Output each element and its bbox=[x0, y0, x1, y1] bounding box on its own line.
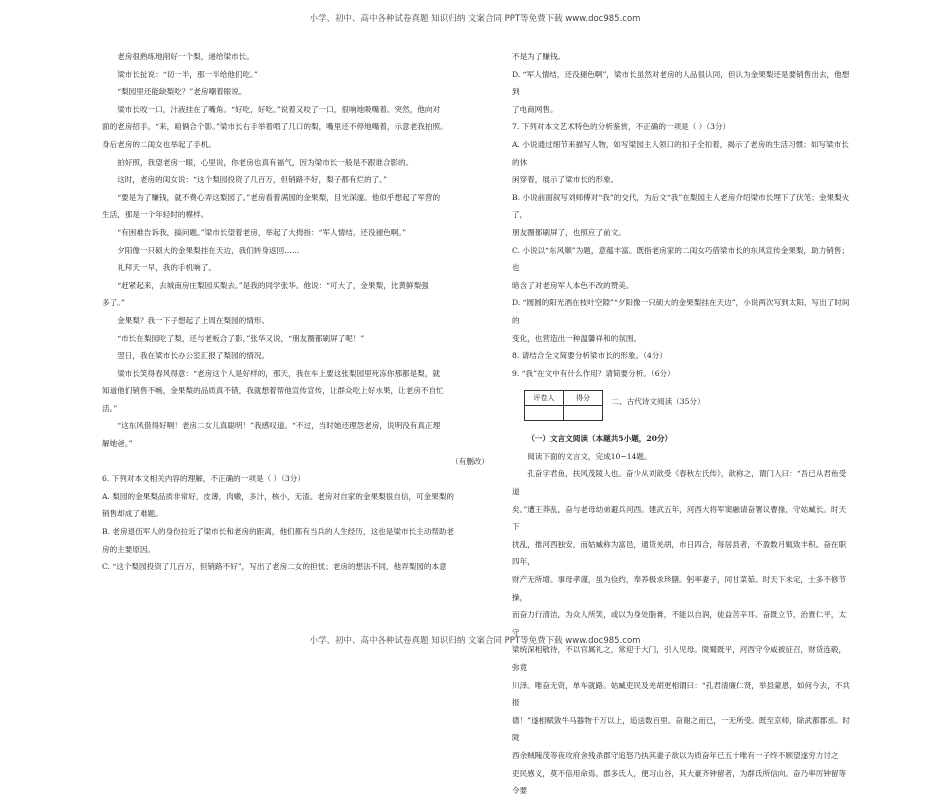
question-line: 不是为了赚钱。 bbox=[512, 52, 566, 61]
text-line: 解她爸。” bbox=[102, 439, 133, 449]
passage-line: 吏民感义，莫不倍用命焉。郡多氐人，便习山谷，其大豪齐钟留者，为群氐所信向。奋乃率厉钟留等令要 bbox=[512, 768, 847, 796]
page-footer: 小学、初中、高中各种试卷真题 知识归纳 文案合同 PPT等免费下载 www.doc985.com bbox=[309, 636, 641, 646]
text-line: 梁市长扯说：“切一半，那一半给他们吃。” bbox=[117, 69, 258, 79]
text-line: “市长在梨园吃了梨，还与老板合了影，”张华又说，“朋友圈都刷屏了呢！” bbox=[117, 333, 365, 343]
text-line: “要是为了赚钱，就不费心弄这梨园了。”老房看着满园的金果梨，目光深邃。他似乎想起了军营的 bbox=[117, 192, 441, 202]
question-line: 7. 下列对本文艺术特色的分析鉴赏，不正确的一项是（ ）（3分） bbox=[512, 122, 731, 132]
question-line: A. 小说通过细节来描写人物，如写梁园主人领口的扣子全扣着，揭示了老房的生活习惯；如写梁市长的休 bbox=[512, 139, 849, 167]
text-line: 知道他们销售不畅，金果梨的品质真不错，我就想着帮他宣传宣传，让群众吃上好水果，让老房不自忙 bbox=[102, 386, 444, 396]
passage-line: 扰乱，推河西独安，而姑臧称为富邑，通货羌胡，市日四合，每居县者，不盈数月辄致丰积。奋在职四年， bbox=[512, 539, 847, 567]
passage-line: 德！”遂相赋敛牛马器物千万以上，追送数百里。奋谢之而已，一无所受。既至京师，除武都郡丞。时陇 bbox=[512, 715, 851, 743]
text-line: 生活，那是一个年轻时的模样。 bbox=[102, 210, 209, 220]
text-line: 翌日，我在梁市长办公室汇报了梨园的情况。 bbox=[117, 351, 270, 361]
subsection-title: （一）文言文阅读（本题共5小题，20分） bbox=[527, 434, 673, 444]
text-line: C. “这个梨园投资了几百万，但销路不好”，写出了老房二女的担忧；老房的想法不同，他弄梨园的本意 bbox=[102, 562, 447, 572]
text-line: “梨园里还能缺梨吃？”老房嘲着眼说。 bbox=[117, 87, 247, 97]
text-line: 活。” bbox=[102, 403, 118, 413]
classical-passage bbox=[512, 448, 852, 800]
text-line: 拍好照，我望老房一眼，心里说，你老房也真有福气，因为梁市长一般是不跟谁合影的。 bbox=[117, 157, 414, 167]
question-line: C. 小说以“东风顺”为题，意蕴丰富。既指老房家的二闺女巧借梁市长的东风宣传金果梨，助力销售；也 bbox=[512, 245, 850, 273]
text-line: 老房很熟练地削好一个梨，递给梁市长。 bbox=[117, 52, 254, 61]
text-line: 房的主要原因。 bbox=[102, 544, 156, 554]
passage-line: 川泽。唯奋无资，单车就路。姑臧吏民及羌胡更相谓曰：“孔君清廉仁贤，举县蒙恩，如何今去，不共报 bbox=[512, 680, 851, 708]
text-line: 6. 下列对本文相关内容的理解，不正确的一项是（ ）（3分） bbox=[102, 474, 305, 484]
passage-line: 孔奋字君鱼，扶风茂陵人也。奋少从刘歆受《春秋左氏传》，歆称之，谓门人曰：“吾已从君鱼受道 bbox=[512, 469, 847, 497]
text-line: “有困难告诉我，搞问题。”梁市长望着老房，举起了大拇指：“军人情结，还没褪色啊。” bbox=[117, 227, 407, 237]
text-line: “这东风借得好啊！老房二女儿真聪明！”我感叹道。“不过，当时她还理怨老房，说明没有真正理 bbox=[117, 421, 441, 431]
question-line: 了电商网售。 bbox=[512, 104, 558, 114]
text-line: 销售却成了难题。 bbox=[102, 509, 163, 519]
text-line: B. 老房退伍军人的身份拉近了梁市长和老房的距离，他们都有当兵的人生经历，这也是梁市长主动帮助老 bbox=[102, 527, 455, 537]
passage-line: 财产无所增。事母孝谨，虽为俭约，奉养极求珍膳。躬率妻子，同甘菜茹。时天下未定，士多不修节操， bbox=[512, 575, 847, 602]
text-line: 夕阳像一只硕大的金果梨挂在天边，我们转身返回…… bbox=[117, 245, 300, 255]
passage-line: 西余贼隗茂等夜攻府舍残杀郡守追怒乃执其妻子欲以为质奋年已五十唯有一子终不顾望遂穷力讨之 bbox=[512, 750, 839, 760]
question-line: 9. “我”在文中有什么作用？请简要分析。（6分） bbox=[512, 368, 675, 378]
section-heading-row bbox=[512, 382, 852, 430]
section-title: 二、古代诗文阅读（35分） bbox=[611, 396, 705, 406]
right-column bbox=[512, 48, 852, 800]
score-table-grader-label: 评卷人 bbox=[525, 391, 564, 406]
passage-line: 阅读下面的文言文，完成10~14题。 bbox=[527, 451, 652, 461]
question-line: D. “军人情结，还没褪色啊”，梁市长虽然对老房的人品很认同，但认为金果梨还是要销售出去，他想到 bbox=[512, 69, 850, 97]
text-line: 这时，老房的闺女说：“这个梨园投资了几百万，但销路不好，梨子都有烂的了。” bbox=[117, 175, 387, 185]
score-table bbox=[524, 390, 603, 421]
passage-line: 梁统深相敬待，不以官属礼之，常迎于大门，引入见母。陇蜀既平，河西守令咸被征召，财货连毂，弥竟 bbox=[512, 645, 847, 672]
question-line: 8. 请结合全文简要分析梁市长的形象。（4分） bbox=[512, 351, 667, 361]
text-line: A. 梨园的金果梨品质非常好，皮薄，肉嫩，多汁，核小，无渣。老房对自家的金果梨很自信，可金果梨的 bbox=[102, 491, 455, 501]
text-line: 金果梨？我一下子想起了上周在梨园的情形。 bbox=[117, 315, 270, 325]
page-header: 小学、初中、高中各种试卷真题 知识归纳 文案合同 PPT等免费下载 www.doc985.com bbox=[309, 14, 641, 24]
question-line: 闲穿着，展示了梁市长的形象。 bbox=[512, 175, 619, 185]
score-table-score-label: 得分 bbox=[564, 391, 603, 406]
question-line: 朋友圈都刷屏了，也照应了前文。 bbox=[512, 227, 626, 237]
question-line: 变化，也营造出一种温馨祥和的氛围。 bbox=[512, 333, 642, 343]
text-line: 多了。” bbox=[102, 298, 125, 308]
text-line: 礼拜天一早，我的手机响了。 bbox=[117, 263, 216, 273]
text-line: 面的老房招手。“来，咱俩合个影。”梁市长右手举着啃了几口的梨，嘴里还不停地嘴着，示意老我拍照。 bbox=[102, 122, 448, 132]
right-column-questions bbox=[512, 48, 852, 382]
score-table-grader-cell bbox=[525, 406, 564, 421]
left-column bbox=[102, 48, 489, 576]
passage-line: 矣。”遭王莽乱，奋与老母幼弟避兵河西。建武五年，河西大将军窦融请奋署议曹掾，守姑臧长。时天下 bbox=[512, 504, 847, 532]
text-line: “赶紧起来，去城南房庄梨园买梨去。”是我的同学张华。他说：“可大了，金果梨，比黄鲜梨强 bbox=[117, 280, 429, 290]
score-table-score-cell bbox=[564, 406, 603, 421]
passage-line: 而奋力行清洁，为众人所笑，或以为身处脂膏，不能以自润，徒益苦辛耳。奋既立节，治貴仁平，太守 bbox=[512, 610, 847, 637]
text-line: 梁市长咬一口，汁液挂在了嘴角。“好吃，好吃。”说着又咬了一口，很响地吸嘴着。突然，他向对 bbox=[117, 104, 441, 114]
question-line: D. “圆圆的阳光酒在枝叶空隙”“夕阳像一只硕大的金果梨挂在天边”，小说两次写到太阳，写出了时间的 bbox=[512, 298, 850, 325]
question-line: B. 小说前面叙写刘师傅对“我”的交代，为后文“我”在梨园主人老房介绍梁市长埋下了伏笔；金果梨火了， bbox=[512, 192, 850, 220]
text-line: 身后老房的二闺女也举起了手机。 bbox=[102, 139, 216, 149]
question-line: 暗含了对老房军人本色不改的赞美。 bbox=[512, 280, 634, 290]
text-line: 梁市长笑得春风得意：“老房这个人是好样的，那天，我在车上要这张梨园里死冻你那都是梨，就 bbox=[117, 368, 441, 378]
text-line: （有删改） bbox=[451, 456, 489, 466]
